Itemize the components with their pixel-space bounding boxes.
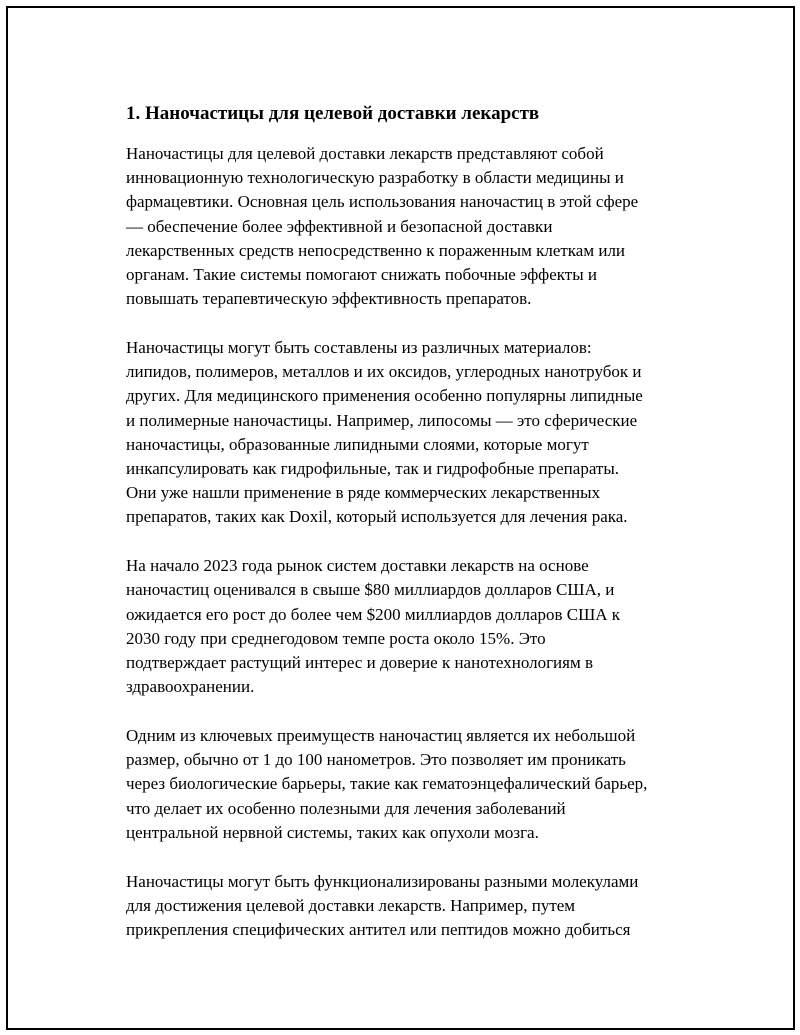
paragraph	[126, 554, 706, 699]
paragraph-line: Одним из ключевых преимуществ наночастиц является их небольшой	[126, 726, 636, 746]
paragraphs-container	[126, 142, 706, 942]
paragraph-line: На начало 2023 года рынок систем доставки лекарств на основе	[126, 556, 589, 576]
paragraph-line: наночастицы, образованные липидными слоями, которые могут	[126, 434, 589, 454]
paragraph-line: прикрепления специфических антител или пептидов можно добиться	[126, 920, 631, 940]
paragraph-line: размер, обычно от 1 до 100 нанометров. Это позволяет им проникать	[126, 750, 626, 770]
paragraph-line: других. Для медицинского применения особенно популярны липидные	[126, 386, 643, 406]
paragraph-line: Наночастицы для целевой доставки лекарств представляют собой	[126, 144, 604, 163]
paragraph-line: липидов, полимеров, металлов и их оксидов, углеродных нанотрубок и	[126, 362, 642, 382]
paragraph-line: органам. Такие системы помогают снижать побочные эффекты и	[126, 265, 597, 285]
paragraph-line: подтверждает растущий интерес и доверие к нанотехнологиям в	[126, 653, 594, 673]
paragraph-line: Они уже нашли применение в ряде коммерческих лекарственных	[126, 483, 601, 503]
paragraph-line: через биологические барьеры, такие как гематоэнцефалический барьер,	[126, 774, 648, 794]
paragraph-line: наночастиц оценивался в свыше $80 миллиардов долларов США, и	[126, 580, 615, 600]
paragraph	[126, 142, 706, 311]
paragraph-line: инкапсулировать как гидрофильные, так и гидрофобные препараты.	[126, 459, 620, 479]
paragraph-line: инновационную технологическую разработку в области медицины и	[126, 168, 624, 188]
paragraph-line: центральной нервной системы, таких как опухоли мозга.	[126, 822, 539, 842]
paragraph-line: фармацевтики. Основная цель использования наночастиц в этой сфере	[126, 192, 639, 212]
paragraph	[126, 870, 706, 943]
paragraph-line: лекарственных средств непосредственно к пораженным клеткам или	[126, 240, 626, 260]
section-heading: 1. Наночастицы для целевой доставки лекарств	[126, 103, 540, 124]
paragraph-line: препаратов, таких как Doxil, который используется для лечения рака.	[126, 507, 628, 527]
paragraph-line: и полимерные наночастицы. Например, липосомы — это сферические	[126, 410, 638, 430]
paragraph	[126, 336, 706, 530]
paragraph-line: для достижения целевой доставки лекарств. Например, путем	[126, 895, 576, 915]
document-body	[126, 102, 706, 967]
paragraph-line: 2030 году при среднегодовом темпе роста около 15%. Это	[126, 628, 546, 648]
paragraph-line: здравоохранении.	[126, 677, 255, 697]
paragraph-line: ожидается его рост до более чем $200 миллиардов долларов США к	[126, 604, 621, 624]
paragraph	[126, 724, 706, 845]
paragraph-line: Наночастицы могут быть функционализированы разными молекулами	[126, 871, 639, 891]
paragraph-line: — обеспечение более эффективной и безопасной доставки	[126, 216, 553, 236]
paragraph-line: что делает их особенно полезными для лечения заболеваний	[126, 798, 566, 818]
page-frame	[6, 6, 795, 1030]
paragraph-line: повышать терапевтическую эффективность препаратов.	[126, 289, 532, 309]
paragraph-line: Наночастицы могут быть составлены из различных материалов:	[126, 338, 592, 358]
